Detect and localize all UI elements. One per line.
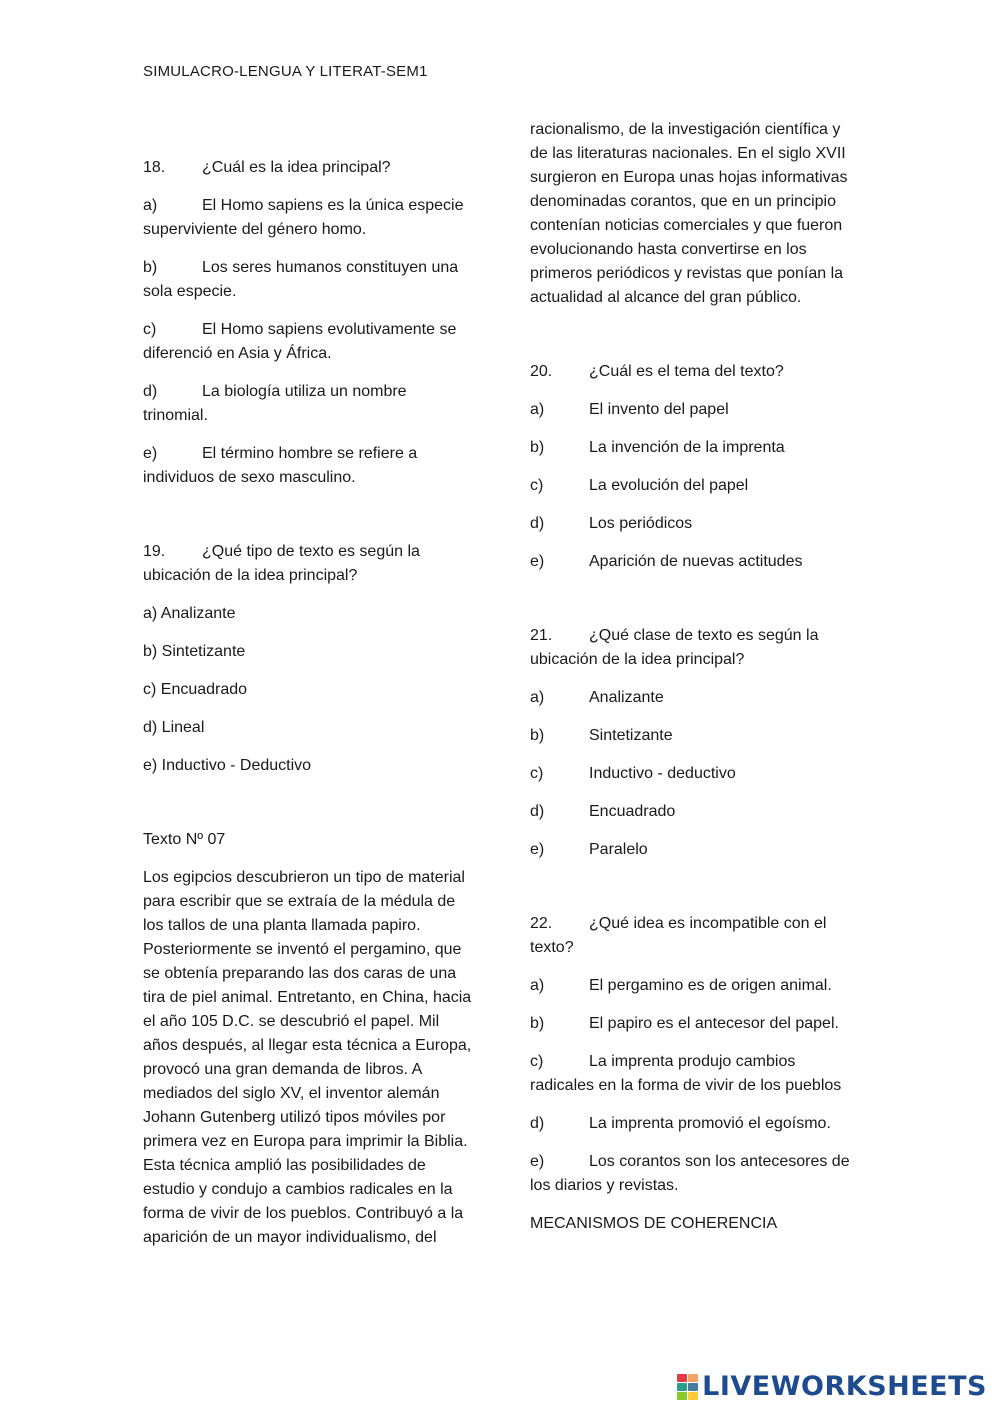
option-21b: b) Sintetizante [530,727,673,744]
question-text: ¿Qué clase de texto es según la ubicación de la idea principal? [530,627,819,668]
option-21d: d) Encuadrado [530,803,676,820]
page-header: SIMULACRO-LENGUA Y LITERAT-SEM1 [143,63,428,80]
right-column [530,118,860,1236]
option-20e: e) Aparición de nuevas actitudes [530,553,803,570]
option-19a: a) Analizante [143,605,236,622]
left-column [143,118,473,1250]
option-18c: c) El Homo sapiens evolutivamente se diferenció en Asia y África. [143,321,457,362]
question-number: 22. [530,915,553,932]
option-19b: b) Sintetizante [143,643,246,660]
logo-text: LIVEWORKSHEETS [702,1371,987,1402]
question-22 [530,912,860,960]
option-22a: a) El pergamino es de origen animal. [530,977,832,994]
section-heading: MECANISMOS DE COHERENCIA [530,1215,778,1232]
option-18e: e) El término hombre se refiere a individuos de sexo masculino. [143,445,418,486]
text-title: Texto Nº 07 [143,831,226,848]
option-22e: e) Los corantos son los antecesores de los diarios y revistas. [530,1153,850,1194]
question-18 [143,156,473,180]
question-20 [530,360,860,384]
option-22d: d) La imprenta promovió el egoísmo. [530,1115,831,1132]
question-text: ¿Cuál es el tema del texto? [589,363,784,380]
option-18b: b) Los seres humanos constituyen una sola especie. [143,259,459,300]
question-text: ¿Qué idea es incompatible con el texto? [530,915,827,956]
option-22b: b) El papiro es el antecesor del papel. [530,1015,839,1032]
option-19e: e) Inductivo - Deductivo [143,757,312,774]
option-19c: c) Encuadrado [143,681,248,698]
question-text: ¿Cuál es la idea principal? [202,159,391,176]
logo-icon [677,1374,698,1400]
option-22c: c) La imprenta produjo cambios radicales en la forma de vivir de los pueblos [530,1053,842,1094]
liveworksheets-logo[interactable] [677,1371,987,1403]
option-21c: c) Inductivo - deductivo [530,765,736,782]
reading-passage-part2: racionalismo, de la investigación científica y de las literaturas nacionales. En el siglo XVII surgieron en Europa unas hojas informativas denominadas corantos, que en un principio contenían noticias comerciales y que fueron evolucionando hasta convertirse en los primeros periódicos y revistas que ponían la actualidad al alcance del gran público. [530,121,848,306]
question-number: 19. [143,543,166,560]
option-20b: b) La invención de la imprenta [530,439,785,456]
option-20a: a) El invento del papel [530,401,729,418]
option-20c: c) La evolución del papel [530,477,749,494]
question-19 [143,540,473,588]
question-number: 20. [530,363,553,380]
option-18d: d) La biología utiliza un nombre trinomial. [143,383,407,424]
option-19d: d) Lineal [143,719,205,736]
question-number: 18. [143,159,166,176]
option-21a: a) Analizante [530,689,664,706]
reading-passage-part1: Los egipcios descubrieron un tipo de material para escribir que se extraía de la médula de los tallos de una planta llamada papiro. Posteriormente se inventó el pergamino, que se obtenía preparando las dos caras de una tira de piel animal. Entretanto, en China, hacia el año 105 D.C. se descubrió el papel. Mil años después, al llegar esta técnica a Europa, provocó una gran demanda de libros. A mediados del siglo XV, el inventor alemán Johann Gutenberg utilizó tipos móviles por primera vez en Europa para imprimir la Biblia. Esta técnica amplió las posibilidades de estudio y condujo a cambios radicales en la forma de vivir de los pueblos. Contribuyó a la aparición de un mayor individualismo, del [143,869,472,1246]
question-text: ¿Qué tipo de texto es según la ubicación de la idea principal? [143,543,420,584]
option-18a: a) El Homo sapiens es la única especie superviviente del género homo. [143,197,464,238]
question-21 [530,624,860,672]
question-number: 21. [530,627,553,644]
option-20d: d) Los periódicos [530,515,693,532]
option-21e: e) Paralelo [530,841,648,858]
